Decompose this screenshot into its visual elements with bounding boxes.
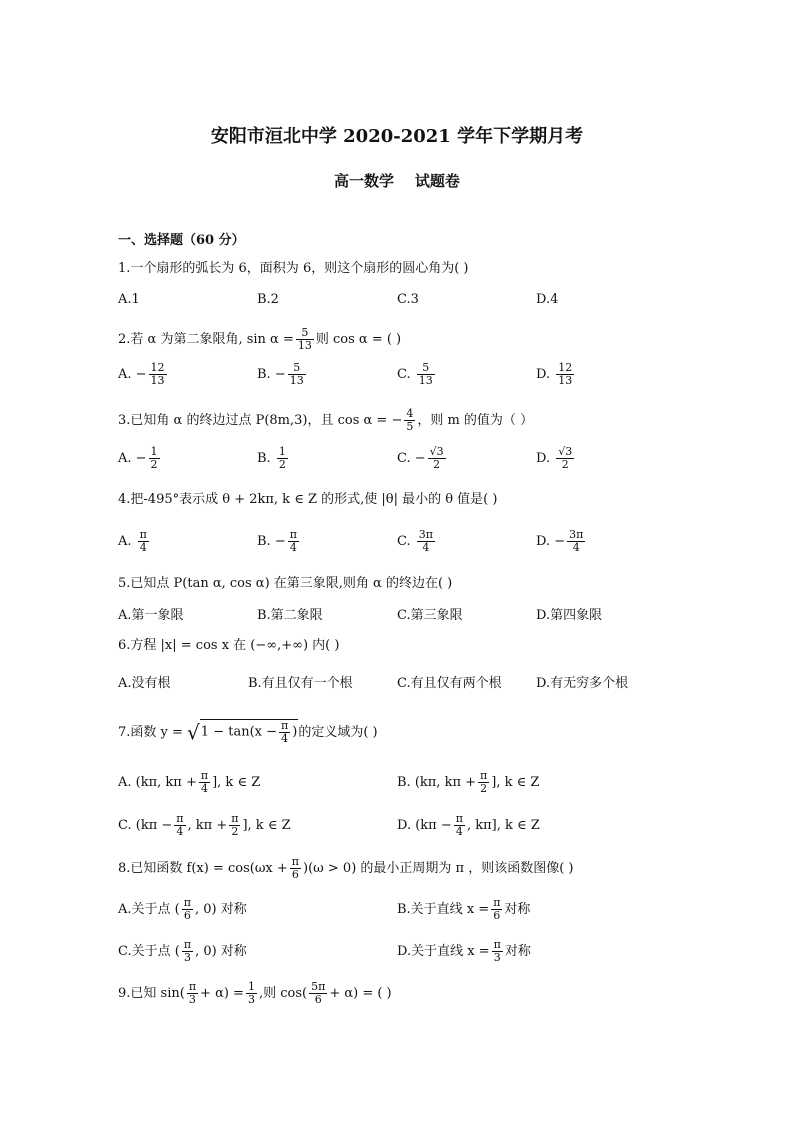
- q4-option-c: C. $\frac{3\pi}{4}$: [397, 528, 433, 554]
- question-4-stem: 4.把-495°表示成 θ + 2kπ, k ∈ Z 的形式,使 |θ| 最小的 θ 值是( ): [118, 492, 498, 507]
- page-subtitle: 高一数学 试题卷: [334, 172, 460, 190]
- question-2-stem: 2.若 α 为第二象限角, sin α = $\frac{5}{13}$ 则 cos α = ( ): [118, 326, 402, 352]
- q1-option-b: B.2: [257, 292, 279, 307]
- q7-option-c: C. (kπ − $\frac{\pi}{4}$ , kπ + $\frac{\pi}{2}$ ], k ∈ Z: [118, 812, 291, 838]
- q5-option-d: D.第四象限: [536, 608, 603, 623]
- q3-option-d: D. $\frac{√3}{2}$: [536, 445, 573, 471]
- q7-option-d: D. (kπ − $\frac{\pi}{4}$ , kπ], k ∈ Z: [397, 812, 540, 838]
- q1-option-d: D.4: [536, 292, 559, 307]
- q3-option-a: A. − $\frac{1}{2}$: [118, 445, 158, 471]
- question-1-stem: 1.一个扇形的弧长为 6，面积为 6，则这个扇形的圆心角为( ): [118, 261, 469, 276]
- q1-option-c: C.3: [397, 292, 419, 307]
- q5-option-c: C.第三象限: [397, 608, 463, 623]
- q1-option-a: A.1: [118, 292, 140, 307]
- q2-option-a: A. − $\frac{12}{13}$: [118, 361, 165, 387]
- q8-option-c: C.关于点 ( $\frac{\pi}{3}$ , 0) 对称: [118, 938, 247, 964]
- section-heading: 一、选择题（60 分）: [118, 233, 245, 248]
- q8-option-b: B.关于直线 x = $\frac{\pi}{6}$ 对称: [397, 896, 531, 922]
- q2-option-b: B. − $\frac{5}{13}$: [257, 361, 304, 387]
- q6-option-c: C.有且仅有两个根: [397, 676, 502, 691]
- q4-option-a: A. $\frac{\pi}{4}$: [118, 528, 147, 554]
- square-root: 1 − tan(x − $\frac{\pi}{4}$ ): [200, 719, 298, 745]
- q2-option-d: D. $\frac{12}{13}$: [536, 361, 573, 387]
- question-7-stem: 7.函数 y = √1 − tan(x − $\frac{\pi}{4}$ )的定义域为( ): [118, 719, 378, 745]
- q6-option-a: A.没有根: [118, 676, 171, 691]
- q8-option-d: D.关于直线 x = $\frac{\pi}{3}$ 对称: [397, 938, 531, 964]
- q6-option-b: B.有且仅有一个根: [248, 676, 353, 691]
- q5-option-b: B.第二象限: [257, 608, 323, 623]
- question-3-stem: 3.已知角 α 的终边过点 P(8m,3)，且 cos α = − $\frac{4}{5}$ ，则 m 的值为（ ）: [118, 407, 534, 433]
- q3-option-b: B. $\frac{1}{2}$: [257, 445, 286, 471]
- q2-option-c: C. $\frac{5}{13}$: [397, 361, 433, 387]
- question-5-stem: 5.已知点 P(tan α, cos α) 在第三象限,则角 α 的终边在( ): [118, 576, 453, 591]
- question-8-stem: 8.已知函数 f(x) = cos(ωx + $\frac{\pi}{6}$ )(ω > 0) 的最小正周期为 π ，则该函数图像( ): [118, 855, 574, 881]
- question-9-stem: 9.已知 sin( $\frac{\pi}{3}$ + α) = $\frac{1}{3}$ ,则 cos( $\frac{5\pi}{6}$ + α) = ( ): [118, 980, 392, 1006]
- q3-option-c: C. − $\frac{√3}{2}$: [397, 445, 444, 471]
- q5-option-a: A.第一象限: [118, 608, 184, 623]
- page-title: 安阳市洹北中学 2020-2021 学年下学期月考: [210, 126, 584, 147]
- q4-option-d: D. − $\frac{3\pi}{4}$: [536, 528, 584, 554]
- q4-option-b: B. − $\frac{\pi}{4}$: [257, 528, 297, 554]
- fraction: $\frac{5}{13}$: [297, 326, 312, 352]
- question-6-stem: 6.方程 |x| = cos x 在 (−∞,+∞) 内( ): [118, 638, 340, 653]
- q8-option-a: A.关于点 ( $\frac{\pi}{6}$ , 0) 对称: [118, 896, 247, 922]
- q7-option-b: B. (kπ, kπ + $\frac{\pi}{2}$ ], k ∈ Z: [397, 769, 540, 795]
- q6-option-d: D.有无穷多个根: [536, 676, 629, 691]
- q7-option-a: A. (kπ, kπ + $\frac{\pi}{4}$ ], k ∈ Z: [118, 769, 261, 795]
